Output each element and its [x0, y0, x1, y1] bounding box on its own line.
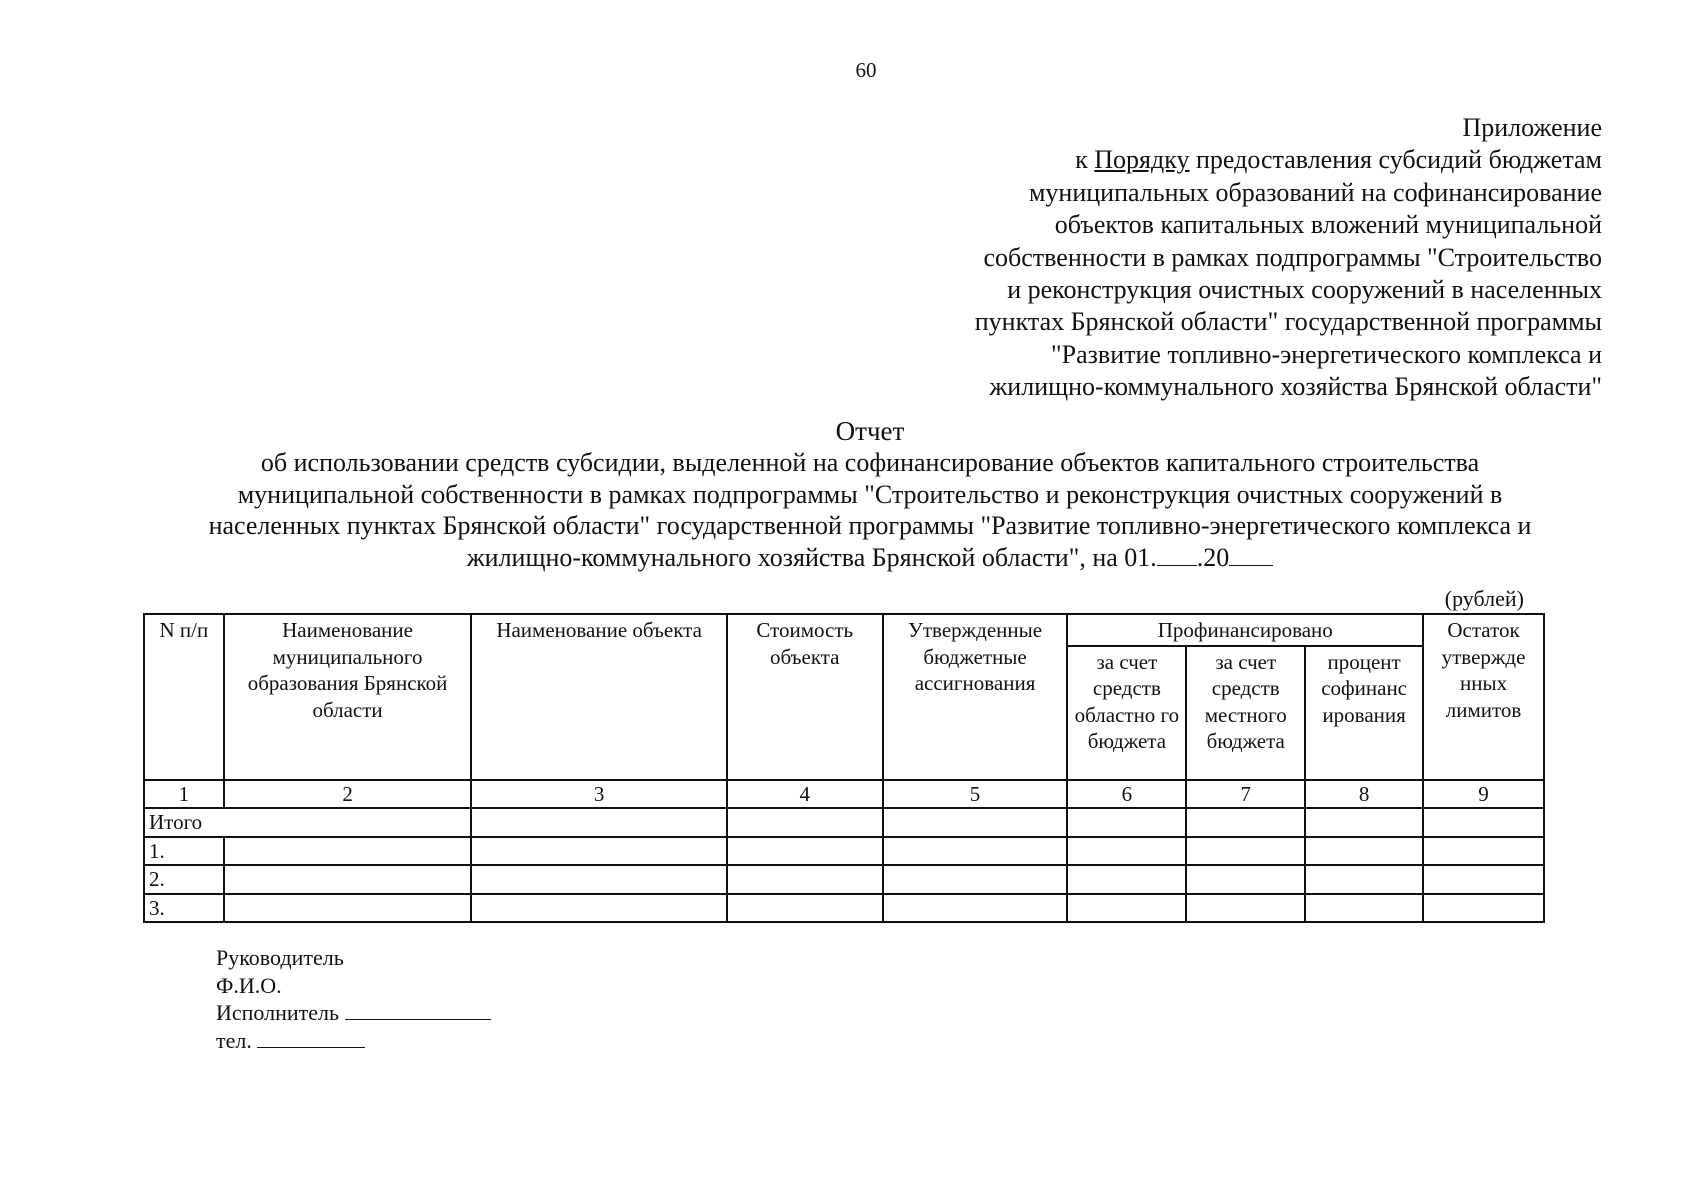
table-row [144, 837, 1544, 866]
header-municipality: Наименование муниципального образования Брянской области [224, 614, 472, 780]
column-number: 5 [883, 780, 1068, 809]
table-cell [883, 894, 1068, 923]
appendix-line: пунктах Брянской области" государственной программы [974, 307, 1602, 337]
report-subtitle-line: об использовании средств субсидии, выделенной на софинансирование объектов капитального строительства [260, 448, 1480, 477]
table-cell [883, 808, 1068, 837]
appendix-prefix: к [1075, 145, 1088, 175]
phone-line [216, 1027, 491, 1055]
table-cell [1067, 808, 1186, 837]
table-cell [1423, 808, 1544, 837]
header-num: N п/п [144, 614, 224, 780]
header-percent: процент софинанс ирования [1305, 646, 1423, 780]
page-number: 60 [855, 58, 877, 82]
table-cell [471, 865, 727, 894]
column-number: 4 [727, 780, 883, 809]
fio-label: Ф.И.О. [216, 972, 282, 998]
table-cell [1186, 837, 1305, 866]
header-local: за счет средств местного бюджета [1186, 646, 1305, 780]
table-cell [1423, 837, 1544, 866]
table-row [144, 865, 1544, 894]
table-cell [1305, 865, 1423, 894]
table-cell [1067, 894, 1186, 923]
appendix-heading: Приложение [1462, 113, 1602, 142]
table-cell [1423, 865, 1544, 894]
phone-field[interactable] [257, 1028, 365, 1048]
year-blank[interactable] [1229, 544, 1273, 566]
appendix-line: муниципальных образований на софинансирование [1028, 177, 1602, 207]
header-cost: Стоимость объекта [727, 614, 883, 780]
header-regional: за счет средств областно го бюджета [1067, 646, 1186, 780]
phone-label: тел. [216, 1027, 252, 1053]
table-cell [1305, 808, 1423, 837]
report-subtitle-line: муниципальной собственности в рамках подпрограммы "Строительство и реконструкция очистных сооружений в [237, 479, 1503, 509]
table-cell [1186, 865, 1305, 894]
report-date-prefix: жилищно-коммунального хозяйства Брянской области", на 01. [466, 542, 1157, 572]
column-number: 2 [224, 780, 472, 809]
column-number: 7 [1186, 780, 1305, 809]
table-cell [727, 808, 883, 837]
appendix-line [702, 144, 1602, 176]
header-remainder: Остаток утвержде нных лимитов [1423, 614, 1544, 780]
month-blank[interactable] [1157, 544, 1197, 566]
table-cell [883, 865, 1068, 894]
row-label: 2. [144, 865, 224, 894]
table-row-total [144, 808, 1544, 837]
table-cell [1067, 837, 1186, 866]
header-approved: Утвержденные бюджетные ассигнования [883, 614, 1068, 780]
table-cell [471, 894, 727, 923]
executor-label: Исполнитель [216, 1000, 340, 1025]
column-number: 6 [1067, 780, 1186, 809]
head-label: Руководитель [216, 945, 344, 970]
table-cell [1186, 894, 1305, 923]
table-cell [1067, 865, 1186, 894]
table-row [144, 894, 1544, 923]
report-table [143, 613, 1545, 923]
table-cell [1423, 894, 1544, 923]
report-title: Отчет [835, 416, 905, 446]
header-object: Наименование объекта [471, 614, 727, 780]
procedure-link[interactable]: Порядку [1094, 145, 1190, 175]
report-subtitle-line: населенных пунктах Брянской области" государственной программы "Развитие топливно-энергетического комплекса и [208, 511, 1532, 540]
appendix-line-text: предоставления субсидий бюджетам [1196, 145, 1602, 175]
table-cell [224, 837, 472, 866]
row-label: Итого [144, 808, 471, 837]
signature-block [216, 944, 491, 1054]
report-date-mid: .20 [1196, 542, 1230, 572]
executor-line [216, 999, 491, 1027]
appendix-line: и реконструкция очистных сооружений в населенных [1007, 275, 1602, 305]
column-number: 3 [471, 780, 727, 809]
table-cell [727, 837, 883, 866]
row-label: 3. [144, 894, 224, 923]
table-cell [727, 865, 883, 894]
column-number: 1 [144, 780, 224, 809]
table-cell [727, 894, 883, 923]
appendix-line: объектов капитальных вложений муниципальной [1054, 210, 1602, 240]
table-cell [224, 894, 472, 923]
column-number: 9 [1423, 780, 1544, 809]
table-cell [471, 808, 727, 837]
table-cell [1186, 808, 1305, 837]
table-cell [471, 837, 727, 866]
header-financed: Профинансировано [1067, 614, 1423, 646]
row-label: 1. [144, 837, 224, 866]
table-cell [1305, 894, 1423, 923]
units-label: (рублей) [1444, 586, 1524, 611]
column-number: 8 [1305, 780, 1423, 809]
table-cell [1305, 837, 1423, 866]
executor-signature-field[interactable] [345, 1000, 491, 1020]
report-subtitle [130, 447, 1610, 573]
table-cell [224, 865, 472, 894]
appendix-line: "Развитие топливно-энергетического комплекса и [1051, 339, 1602, 369]
report-subtitle-line [130, 542, 1610, 574]
appendix-line: собственности в рамках подпрограммы "Строительство [983, 242, 1602, 272]
appendix-line: жилищно-коммунального хозяйства Брянской области" [989, 372, 1602, 402]
table-cell [883, 837, 1068, 866]
appendix-block [702, 112, 1602, 404]
